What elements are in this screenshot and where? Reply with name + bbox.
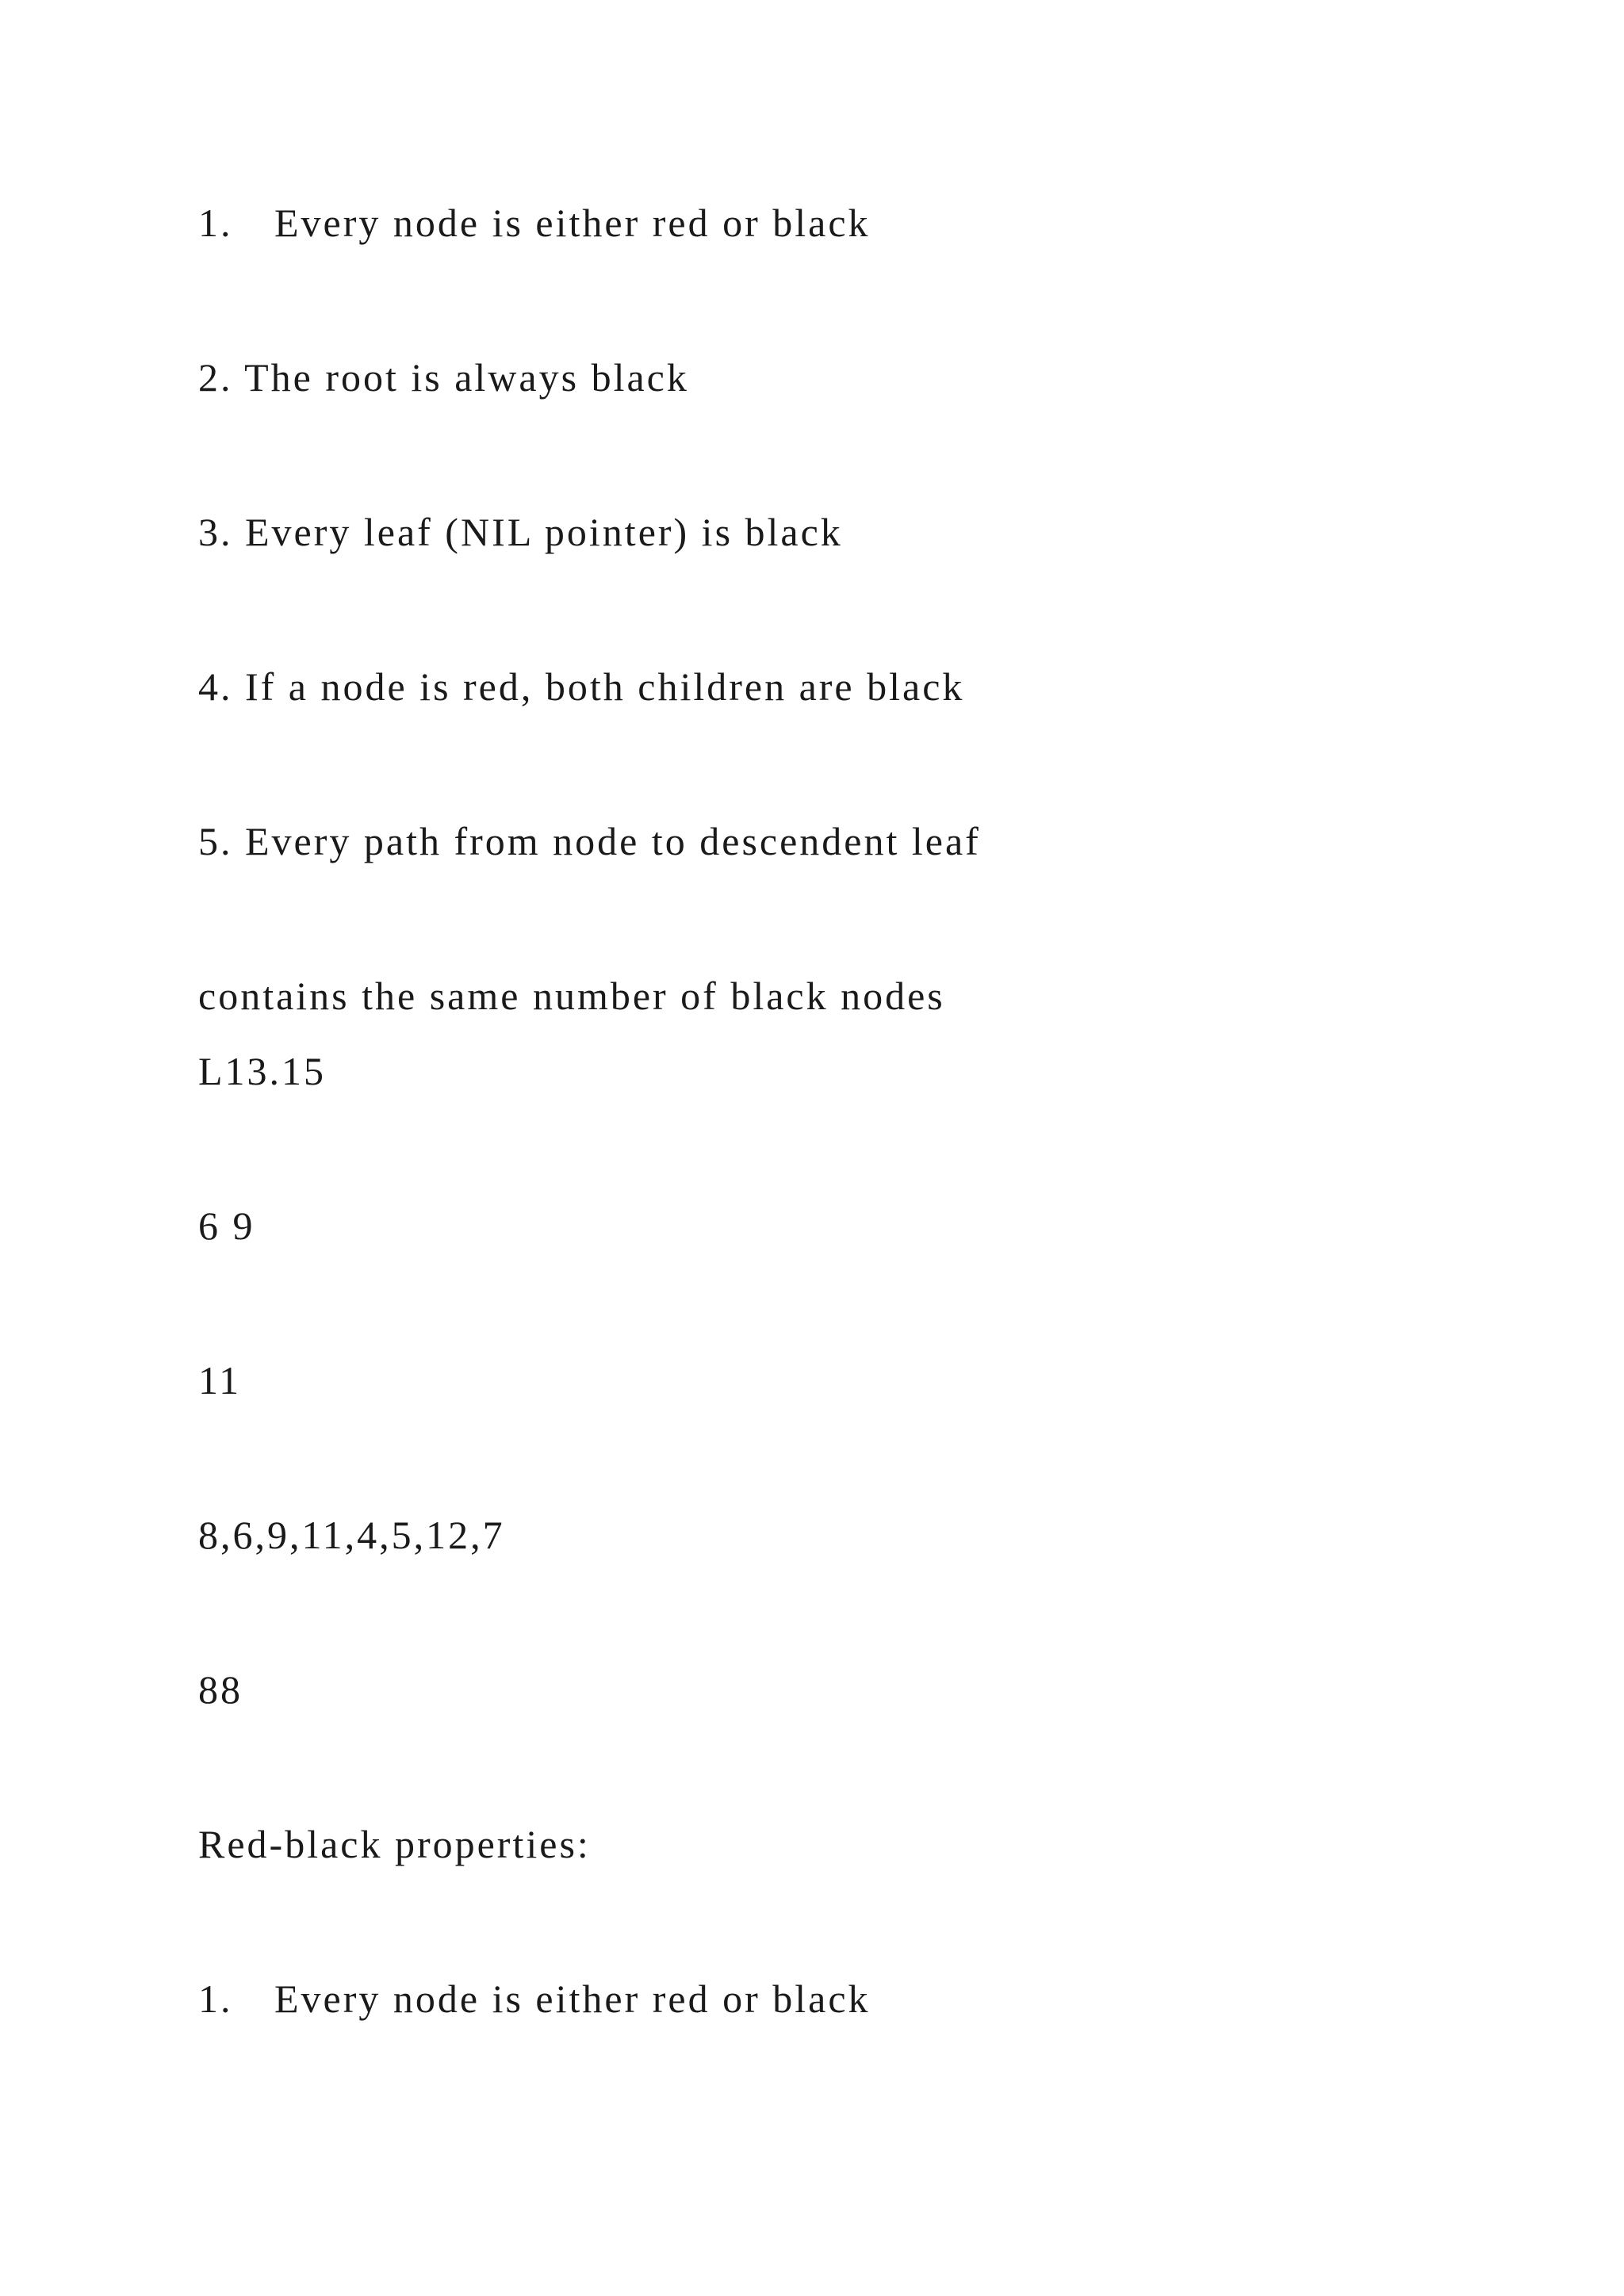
property-1-line: [198, 1976, 871, 2021]
property-5-continuation: contains the same number of black nodes: [198, 974, 945, 1018]
property-4-line: 4. If a node is red, both children are black: [198, 664, 965, 709]
list-number: 1.: [198, 1976, 233, 2021]
section-heading: Red-black properties:: [198, 1822, 591, 1866]
list-number: 1.: [198, 201, 233, 245]
property-3-line: 3. Every leaf (NIL pointer) is black: [198, 510, 843, 554]
property-5-line: 5. Every path from node to descendent leaf: [198, 819, 981, 863]
list-text: Every node is either red or black: [274, 1976, 871, 2021]
property-2-line: 2. The root is always black: [198, 355, 689, 400]
text-line: 6 9: [198, 1203, 255, 1248]
slide-reference: L13.15: [198, 1049, 327, 1093]
text-line: 88: [198, 1667, 243, 1712]
property-1-line: [198, 203, 871, 243]
text-line: 11: [198, 1358, 242, 1402]
list-text: Every node is either red or black: [274, 201, 871, 245]
number-sequence: 8,6,9,11,4,5,12,7: [198, 1513, 505, 1557]
